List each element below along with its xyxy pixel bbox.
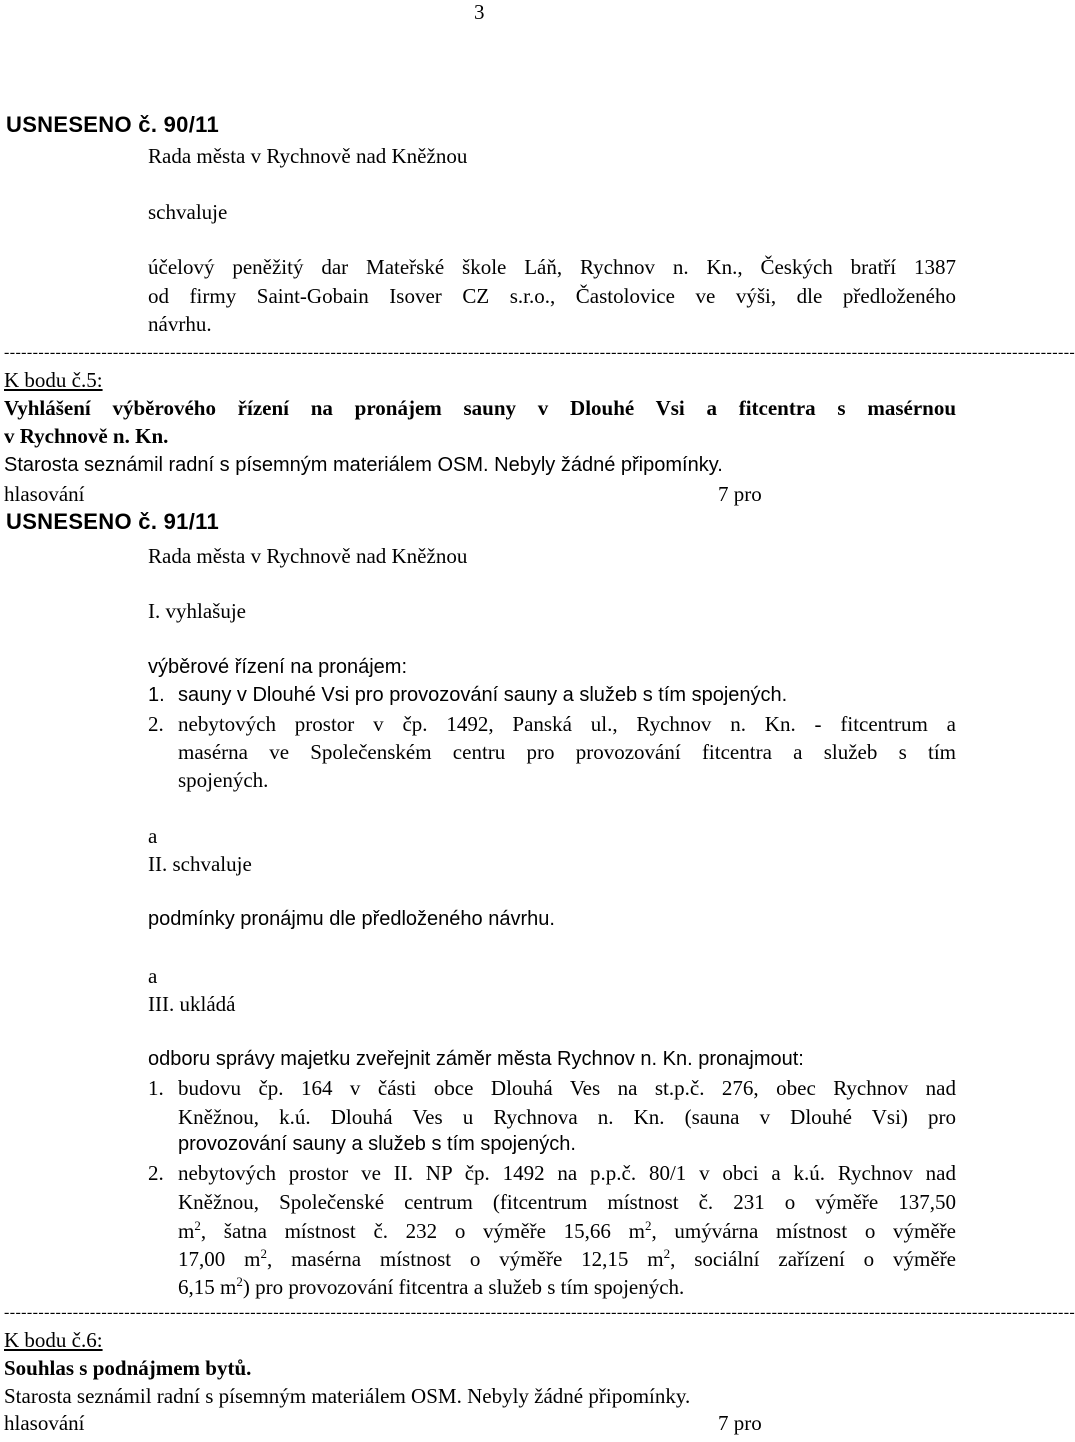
resolution-text-line: účelový peněžitý dar Mateřské škole Láň, Rychnov n. Kn., Českých bratří 1387	[148, 255, 956, 279]
mayor-info: Starosta seznámil radní s písemným materiálem OSM. Nebyly žádné připomínky.	[4, 1384, 691, 1408]
resolution-part-verb: I. vyhlašuje	[148, 599, 246, 623]
page-number: 3	[474, 0, 485, 24]
section-divider: -------------------------------------------------------------------------------------------------------------------------------------------------------------------------------------------	[4, 1304, 1075, 1321]
agenda-item-title: Vyhlášení výběrového řízení na pronájem sauny v Dlouhé Vsi a fitcentra s masérnou	[4, 396, 956, 420]
resolution-verb: schvaluje	[148, 200, 228, 224]
agenda-item-title: v Rychnově n. Kn.	[4, 424, 169, 448]
resolution-part-verb: II. schvaluje	[148, 852, 252, 876]
list-item: Kněžnou, Společenské centrum (fitcentrum místnost č. 231 o výměře 137,50	[178, 1190, 956, 1214]
vote-label: hlasování	[4, 482, 85, 506]
list-item: nebytových prostor v čp. 1492, Panská ul., Rychnov n. Kn. - fitcentrum a	[178, 712, 956, 736]
list-item: masérna ve Společenském centru pro provozování fitcentra a služeb s tím	[178, 740, 956, 764]
resolution-text-line: od firmy Saint-Gobain Isover CZ s.r.o., Častolovice ve výši, dle předloženého	[148, 284, 956, 308]
resolution-90-heading: USNESENO č. 90/11	[6, 112, 219, 137]
list-item-number: 2.	[148, 1161, 164, 1185]
conjunction: a	[148, 964, 158, 988]
list-item-number: 1.	[148, 1076, 164, 1100]
list-item: sauny v Dlouhé Vsi pro provozování sauny a služeb s tím spojených.	[178, 684, 788, 706]
resolution-part-text: podmínky pronájmu dle předloženého návrhu.	[148, 908, 555, 930]
vote-result: 7 pro	[718, 1411, 762, 1435]
mayor-info: Starosta seznámil radní s písemným materiálem OSM. Nebyly žádné připomínky.	[4, 454, 723, 476]
list-item: nebytových prostor ve II. NP čp. 1492 na p.p.č. 80/1 v obci a k.ú. Rychnov nad	[178, 1161, 956, 1185]
resolution-part-intro: odboru správy majetku zveřejnit záměr města Rychnov n. Kn. pronajmout:	[148, 1048, 804, 1070]
council-name: Rada města v Rychnově nad Kněžnou	[148, 144, 468, 168]
conjunction: a	[148, 824, 158, 848]
list-item: 6,15 $m^2$) pro provozování fitcentra a služeb s tím spojených.	[178, 1274, 685, 1299]
list-item: spojených.	[178, 768, 269, 792]
section-divider: -------------------------------------------------------------------------------------------------------------------------------------------------------------------------------------------	[4, 344, 1075, 361]
vote-result: 7 pro	[718, 482, 762, 506]
list-item-number: 1.	[148, 684, 165, 706]
list-item: provozování sauny a služeb s tím spojených.	[178, 1133, 576, 1155]
resolution-91-heading: USNESENO č. 91/11	[6, 509, 219, 534]
list-item: budovu čp. 164 v části obce Dlouhá Ves na st.p.č. 276, obec Rychnov nad	[178, 1076, 956, 1100]
agenda-item-title: Souhlas s podnájmem bytů.	[4, 1356, 252, 1380]
agenda-item-label: K bodu č.5:	[4, 368, 103, 392]
resolution-part-verb: III. ukládá	[148, 992, 236, 1016]
agenda-item-label: K bodu č.6:	[4, 1328, 103, 1352]
list-item: Kněžnou, k.ú. Dlouhá Ves u Rychnova n. Kn. (sauna v Dlouhé Vsi) pro	[178, 1105, 956, 1129]
resolution-text-line: návrhu.	[148, 312, 212, 336]
resolution-part-intro: výběrové řízení na pronájem:	[148, 656, 408, 678]
list-item: 17,00 $m^2$, masérna místnost o výměře 12,15 $m^2$, sociální zařízení o výměře	[178, 1246, 957, 1271]
list-item-number: 2.	[148, 712, 164, 736]
council-name: Rada města v Rychnově nad Kněžnou	[148, 544, 468, 568]
vote-label: hlasování	[4, 1411, 85, 1435]
list-item: $m^2$, šatna místnost č. 232 o výměře 15,66 $m^2$, umývárna místnost o výměře	[178, 1218, 956, 1243]
